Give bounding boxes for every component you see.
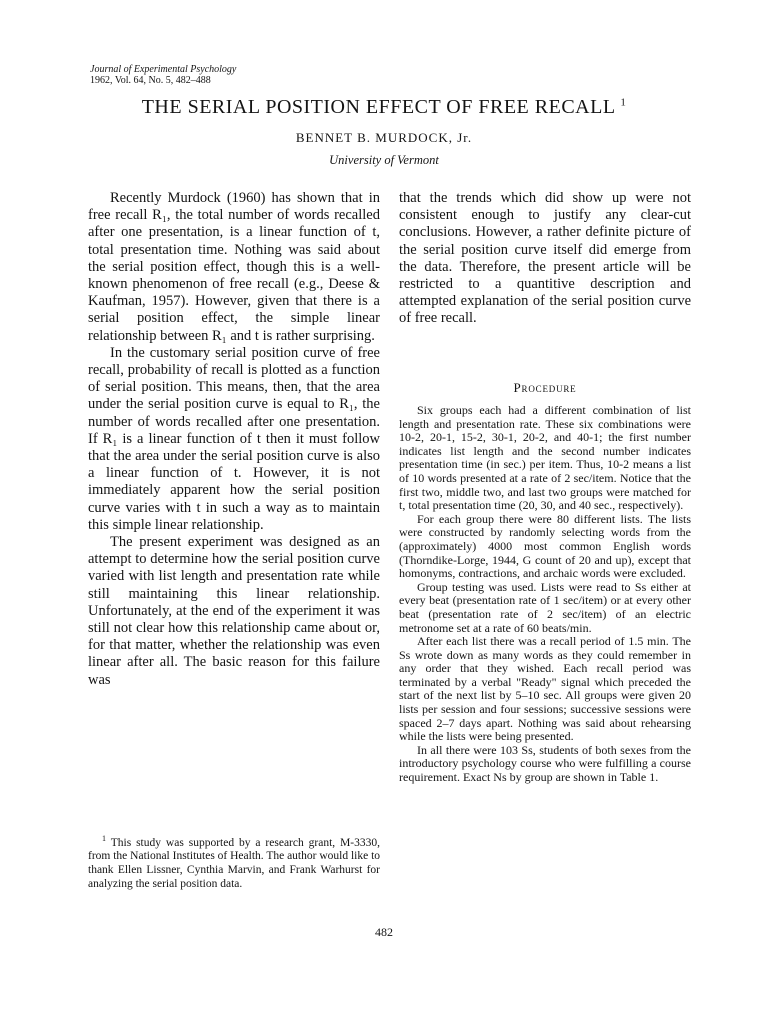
author: BENNET B. MURDOCK, Jr.	[295, 130, 473, 145]
section-heading-procedure	[399, 380, 691, 396]
journal-name: Journal of Experimental Psychology	[90, 64, 237, 75]
procedure-paragraph-5: In all there were 103 Ss, students of both sexes from the introductory psychology course who were fulfilling a course requirement. Exact Ns by group are shown in Table 1.	[399, 742, 691, 785]
article-title	[0, 96, 768, 119]
intro-paragraph-3: The present experiment was designed as an attempt to determine how the serial position curve varied with list length and presentation rate while still maintaining this linear relationship. Unfortunately, at the end of the experiment it was still not clear how this relationship came about or, for that matter, whether the relationship was even linear after all. The basic reason for this failure was	[88, 534, 380, 688]
procedure-paragraph-1: Six groups each had a different combination of list length and presentation rate. These six combinations were 10-2, 20-1, 15-2, 30-1, 20-2, and 40-1; the first number indicates list length and the second number indicates presentation time (in sec.) per item. Thus, 10-2 means a list of 10 words presented at a rate of 2 sec/item. Notice that the first two, middle two, and last two groups were matched for t, total presentation time (20, 30, and 40 sec., respectively).	[399, 403, 691, 513]
intro-paragraph-1: Recently Murdock (1960) has shown that in free recall R₁, the total number of words recalled after one presentation, is a linear function of t, total presentation time. Nothing was said about the serial position effect, though this is a well-known phenomenon of free recall (e.g., Deese & Kaufman, 1957). However, given that there is a serial position effect, the simple linear relationship between R₁ and t is rather surprising.	[88, 190, 380, 344]
footnote-mark: 1	[102, 834, 106, 843]
volume-line: 1962, Vol. 64, No. 5, 482–488	[90, 75, 211, 86]
left-column	[88, 190, 380, 689]
page-number: 482	[375, 925, 393, 939]
procedure-paragraph-4: After each list there was a recall period of 1.5 min. The Ss wrote down as many words as they could remember in any order that they wished. Each recall period was terminated by a verbal "Ready" signal which preceded the start of the next list by 5–10 sec. All groups were given 20 lists per session and four sessions; successive sessions were spaced 2–7 days apart. Nothing was said about rehearsing while the lists were being presented.	[399, 634, 691, 744]
title-footnote-mark: 1	[620, 96, 627, 109]
procedure-paragraph-2: For each group there were 80 different lists. The lists were constructed by randomly selecting words from the (approximately) 4000 most common English words (Thorndike-Lorge, 1944, G count of 20 and up), except that homonyms, contractions, and archaic words were excluded.	[399, 511, 691, 581]
procedure-heading-text: Procedure	[513, 380, 577, 395]
right-column-top	[399, 190, 691, 328]
footnote	[88, 832, 380, 891]
title-text: THE SERIAL POSITION EFFECT OF FREE RECALL	[141, 96, 615, 118]
footnote-text: This study was supported by a research grant, M-3330, from the National Institutes of Health. The author would like to thank Ellen Lissner, Cynthia Marvin, and Frank Warhurst for analyzing the serial position data.	[88, 836, 381, 890]
procedure-section	[399, 404, 691, 785]
intro-paragraph-3-continued: that the trends which did show up were not consistent enough to justify any clear-cut conclusions. However, a rather definite picture of the serial position curve itself did emerge from the data. Therefore, the present article will be restricted to a quantitive description and attempted explanation of the serial position curve of free recall.	[399, 190, 691, 327]
journal-citation	[90, 64, 236, 86]
procedure-paragraph-3: Group testing was used. Lists were read to Ss either at every beat (presentation rate of 1 sec/item) or at every other beat (presentation rate of 2 sec/item) of an electric metronome set at a rate of 60 beats/min.	[399, 579, 691, 635]
affiliation: University of Vermont	[329, 153, 439, 167]
intro-paragraph-2: In the customary serial position curve of free recall, probability of recall is plotted as a function of serial position. This means, then, that the area under the serial position curve is equal to R₁, the number of words recalled after one presentation. If R₁ is a linear function of t then it must follow that the area under the serial position curve is also a linear function of t. However, it is not immediately apparent how the serial position curve varies with t in such a way as to maintain this simple linear relationship.	[88, 344, 380, 533]
